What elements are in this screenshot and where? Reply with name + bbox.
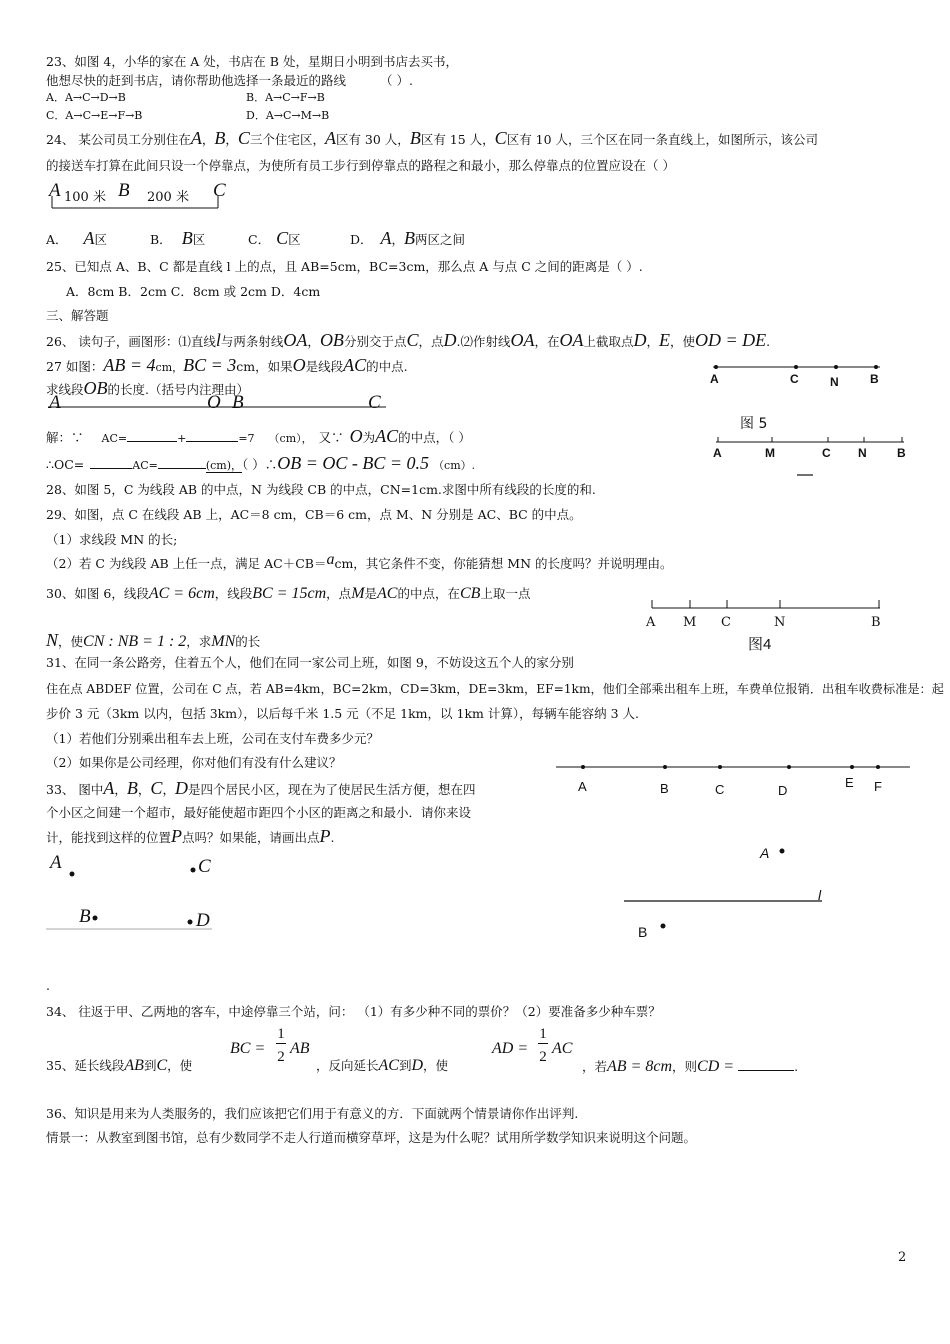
q27-fig-b: B xyxy=(232,392,244,413)
q24-var-a: A xyxy=(83,228,95,248)
q26-text: 分别交于点 xyxy=(343,334,407,349)
fig5-top-label-b: B xyxy=(870,372,879,386)
q26-var-e: E xyxy=(659,330,671,350)
q35-frac1-den: 2 xyxy=(277,1049,285,1065)
fig4-caption: 图4 xyxy=(748,636,772,653)
q27-unit: cm， xyxy=(155,361,184,374)
q27-plus: + xyxy=(177,432,187,445)
fig9-label-a: A xyxy=(578,779,587,794)
q35-text: 到 xyxy=(398,1058,412,1073)
fig5-top-label-c: C xyxy=(790,372,799,386)
q33-line3 xyxy=(46,828,335,846)
q33-fig-c: C xyxy=(198,856,211,877)
q26-var-oa: OA xyxy=(283,330,308,350)
q27-sol: AC= xyxy=(101,432,128,445)
q24-text: 区有 15 人， xyxy=(420,132,495,147)
q29-var-a: a xyxy=(326,551,335,568)
q35-ac-1: AC xyxy=(552,1040,573,1057)
q27-blank-1[interactable] xyxy=(127,429,177,442)
q30-line2 xyxy=(46,632,260,650)
q27-sol: ∴OC= xyxy=(46,457,85,472)
q23-line1: 23、如图 4，小华的家在 A 处，书店在 B 处，星期日小明到书店去买书， xyxy=(46,54,458,69)
q35-frac2-den: 2 xyxy=(539,1049,547,1065)
q35-text: ，则 xyxy=(672,1059,698,1074)
figl-dot-b xyxy=(661,924,666,929)
q29-text: cm，其它条件不变，你能猜想 MN 的长度吗？并说明理由。 xyxy=(334,556,673,571)
figl-label-b: B xyxy=(638,924,648,940)
q23-option-a: A．A→C→D→B xyxy=(46,91,126,104)
q27-line1 xyxy=(46,357,408,376)
q25-options: A．8cm B．2cm C．8cm 或 2cm D．4cm xyxy=(66,284,321,299)
q26-var-ob: OB xyxy=(319,330,344,350)
q31-line5: （2）如果你是公司经理，你对他们有没有什么建议？ xyxy=(46,755,342,770)
q24-text: 区有 30 人， xyxy=(335,132,410,147)
q30-var-mn: MN xyxy=(211,633,236,650)
q24-intro: 24、 某公司员工分别住在 xyxy=(46,132,191,147)
q30-var-ac: AC xyxy=(377,585,398,602)
q30-eq-ac: AC = 6cm xyxy=(148,585,215,602)
q24-var-b: B xyxy=(214,128,226,148)
fig9-label-c: C xyxy=(715,782,725,797)
q24-var-c: C xyxy=(276,228,289,248)
q27-unit: （cm）. xyxy=(433,459,476,472)
q30-text: 上取一点 xyxy=(480,586,531,601)
q33-var-p: P xyxy=(319,826,331,846)
q30-eq-bc: BC = 15cm xyxy=(252,585,327,602)
q27-var-ac: AC xyxy=(375,426,399,446)
q31-line2: 住在点 ABDEF 位置，公司在 C 点，若 AB=4km，BC=2km，CD=3km，DE=3km，EF=1km，他们全部乘出租车上班，车费单位报销．出租车收费标准是：起 xyxy=(46,682,944,696)
q33-dot-c xyxy=(191,868,196,873)
q30-var-m: M xyxy=(351,585,365,602)
q24-qu: 区 xyxy=(192,232,206,247)
q33-fig-d: D xyxy=(196,910,210,931)
q33-fig-b: B xyxy=(79,906,91,927)
q35-eq-ab: AB = 8cm xyxy=(607,1058,673,1075)
q27-sol: AC= xyxy=(132,459,158,472)
fig5-bottom-label-a: A xyxy=(713,446,722,460)
fig5-bottom-label-n: N xyxy=(858,446,867,460)
fig9-dot-f xyxy=(876,765,880,769)
q35-text: 35、延长线段 xyxy=(46,1058,125,1073)
q24-var-c: C xyxy=(237,128,250,148)
q27-text: 求线段 xyxy=(46,382,84,397)
q26-var-l: l xyxy=(215,330,221,350)
q24-var-b: B xyxy=(409,128,421,148)
q27-text: cm，如果 xyxy=(236,359,293,374)
fig5-bottom-label-b: B xyxy=(897,446,906,460)
q24-between: 两区之间 xyxy=(415,232,466,247)
q35-end: . xyxy=(794,1059,799,1074)
q33-var-p: P xyxy=(171,826,183,846)
q24-fig-d2: 200 米 xyxy=(147,190,189,205)
fig9-label-d: D xyxy=(778,783,788,798)
q24-option-d xyxy=(350,230,465,248)
q33-text: 33、 图中 xyxy=(46,782,104,797)
q35-var-d: D xyxy=(411,1057,424,1074)
fig4-label-a: A xyxy=(646,615,656,630)
q29-text: （2）若 C 为线段 AB 上任一点，满足 AC＋CB＝ xyxy=(46,556,327,571)
q24-var-b: B xyxy=(181,228,193,248)
q24-text: 三个住宅区， xyxy=(249,132,325,147)
page-number: 2 xyxy=(898,1250,907,1265)
q27-fig-c: C xyxy=(368,392,381,413)
q30-var-cb: CB xyxy=(460,585,481,602)
q26-var-d: D xyxy=(443,330,457,350)
q24-qu: 区 xyxy=(94,232,108,247)
q26-text: ，点 xyxy=(418,334,444,349)
q27-text: 的长度.（括号内注理由） xyxy=(107,382,249,397)
q24-fig-c: C xyxy=(213,180,226,201)
q35-text: ，若 xyxy=(582,1059,608,1074)
q27-var-o: O xyxy=(292,355,306,375)
q27-sol: 为 xyxy=(362,430,376,445)
q30-text: ，线段 xyxy=(214,586,253,601)
q24-var-b: B xyxy=(404,228,416,248)
q30-text: ，使 xyxy=(58,634,84,649)
q24-var-a: A xyxy=(380,228,392,248)
q24-var-c: C xyxy=(494,128,507,148)
q27-eq-ab: AB = 4 xyxy=(103,355,156,375)
q27-sol: 解：∵ xyxy=(46,430,84,445)
q28-line: 28、如图 5，C 为线段 AB 的中点，N 为线段 CB 的中点，CN=1cm.求图中所有线段的长度的和. xyxy=(46,482,596,497)
figl-label-l: l xyxy=(818,887,822,903)
q24-line1 xyxy=(46,130,818,148)
q24-sep: ， xyxy=(391,232,405,247)
q27-eq7: =7 xyxy=(238,432,255,445)
q30-ratio: CN : NB = 1 : 2 xyxy=(83,633,187,650)
fig5-top-dot-c xyxy=(794,365,798,369)
q26-text: ，在 xyxy=(534,334,560,349)
q26-text: .⑵作射线 xyxy=(456,334,511,349)
fig4-label-n: N xyxy=(774,615,786,630)
q35-bc-lhs: BC = xyxy=(230,1040,266,1057)
q35-ad-lhs: AD = xyxy=(492,1040,529,1057)
q33-line1: 33、 图中A，B，C，D是四个居民小区，现在为了使居民生活方便，想在四 xyxy=(46,778,476,798)
q30-line1 xyxy=(46,586,530,602)
q27-blank-3[interactable] xyxy=(90,456,132,469)
q24-opt-label: A． xyxy=(46,232,68,247)
q35-var-ac: AC xyxy=(378,1057,399,1074)
q27-therefore: ∴ xyxy=(264,457,278,472)
q35-frac1-num: 1 xyxy=(277,1026,285,1042)
q33-var-d: D xyxy=(174,778,188,798)
q35-frac2-num: 1 xyxy=(539,1026,547,1042)
fig9-dot-a xyxy=(581,765,585,769)
q26-var-oa: OA xyxy=(559,330,584,350)
q24-fig-a: A xyxy=(49,180,61,201)
fig5-top-dot-n xyxy=(834,365,838,369)
fig5-bottom-label-m: M xyxy=(765,446,775,460)
q27-result: OB = OC - BC = 0.5 xyxy=(277,453,430,473)
q33-fig-a: A xyxy=(50,852,62,873)
q30-text: 的中点，在 xyxy=(397,586,460,601)
q24-text: 区有 10 人，三个区在同一条直线上，如图所示，该公司 xyxy=(506,132,819,147)
q24-line2: 的接送车打算在此间只设一个停靠点，为使所有员工步行到停靠点的路程之和最小，那么停靠点的位置应设在（ ） xyxy=(46,158,675,173)
fig9-label-b: B xyxy=(660,781,669,796)
q35-text: ，使 xyxy=(167,1058,193,1073)
q23-option-b: B．A→C→F→B xyxy=(246,91,325,104)
q27-text: 是线段 xyxy=(305,359,344,374)
figl-dot-a xyxy=(780,849,785,854)
q27-fig-a: A xyxy=(49,392,61,413)
q33-var-c: C xyxy=(150,778,163,798)
q35-text: ，反向延长 xyxy=(316,1058,379,1073)
fig4-label-c: C xyxy=(721,615,731,630)
q24-opt-label: B． xyxy=(150,232,172,247)
q26-text: 26、 读句子，画图形：⑴直线 xyxy=(46,334,216,349)
q26-var-c: C xyxy=(406,330,419,350)
q35-var-c: C xyxy=(156,1057,168,1074)
q27-sol: 又∵ xyxy=(318,430,344,445)
q27-eq-bc: BC = 3 xyxy=(183,355,237,375)
q27-solution-2 xyxy=(46,455,475,474)
q24-sep: ， xyxy=(201,132,215,147)
q33-text: 计，能找到这样的位置 xyxy=(46,830,172,845)
q27-var-o: O xyxy=(349,426,363,446)
q31-line4: （1）若他们分别乘出租车去上班，公司在支付车费多少元？ xyxy=(46,731,379,746)
fig5-caption: 图 5 xyxy=(740,416,768,432)
q31-line1: 31、在同一条公路旁，住着五个人，他们在同一家公司上班，如图 9，不妨设这五个人的家分别 xyxy=(46,655,574,670)
q24-fig-d1: 100 米 xyxy=(64,190,106,205)
fig9-label-f: F xyxy=(874,779,882,794)
q26-var-d: D xyxy=(633,330,647,350)
q33-text: 是四个居民小区，现在为了使居民生活方便，想在四 xyxy=(187,782,476,797)
q35-ab-1: AB xyxy=(290,1040,310,1057)
fig5-bottom-label-c: C xyxy=(822,446,831,460)
q24-var-a: A xyxy=(190,128,202,148)
q29-line1: 29、如图，点 C 在线段 AB 上，AC＝8 cm，CB＝6 cm，点 M、N 分别是 AC、BC 的中点。 xyxy=(46,507,582,522)
q30-text: ，求 xyxy=(186,634,212,649)
fig5-top-dot-a xyxy=(714,365,718,369)
q24-option-a xyxy=(46,230,107,248)
q33-end: . xyxy=(330,830,335,845)
q26-text: 上截取点 xyxy=(583,334,634,349)
q30-text: 30、如图 6，线段 xyxy=(46,586,149,601)
q35-line-c xyxy=(582,1058,798,1075)
q26-end: . xyxy=(766,334,771,349)
q27-var-ob: OB xyxy=(83,378,108,398)
q27-solution-1 xyxy=(46,428,471,447)
q35-text: ，使 xyxy=(423,1058,449,1073)
fig5-top-label-a: A xyxy=(710,372,719,386)
q27-unit: （cm）， xyxy=(268,432,313,445)
q27-unit: (cm)， xyxy=(205,459,243,472)
q26-eq: OD = DE xyxy=(695,330,767,350)
q33-dot-b xyxy=(93,916,98,921)
q27-blank-2[interactable] xyxy=(186,429,238,442)
q26-text: ，使 xyxy=(670,334,696,349)
section-heading: 三、解答题 xyxy=(46,308,109,323)
fig9-label-e: E xyxy=(845,775,854,790)
q25-line1: 25、已知点 A、B、C 都是直线 l 上的点，且 AB=5cm，BC=3cm，那么点 A 与点 C 之间的距离是（ ）. xyxy=(46,259,643,274)
q23-option-c: C．A→C→E→F→B xyxy=(46,109,143,122)
q24-opt-label: D． xyxy=(350,232,373,247)
q35-var-ab: AB xyxy=(124,1057,144,1074)
q30-text: 的长 xyxy=(235,634,261,649)
q33-dot-a xyxy=(70,872,75,877)
q27-reason: （ ） xyxy=(242,457,265,472)
q24-opt-label: C． xyxy=(248,232,271,247)
fig5-top-label-n: N xyxy=(830,375,839,389)
q35-line-b xyxy=(316,1058,448,1074)
q27-text: 的中点. xyxy=(366,359,408,374)
q24-sep: ， xyxy=(225,132,238,147)
q30-text: ，点 xyxy=(326,586,352,601)
fig9-dot-c xyxy=(718,765,722,769)
q26-var-oa: OA xyxy=(510,330,535,350)
q24-option-c xyxy=(248,230,301,248)
q35-line xyxy=(46,1058,192,1074)
q33-line2: 个小区之间建一个超市，最好能使超市距四个小区的距离之和最小．请你来设 xyxy=(46,805,472,820)
q34-line: 34、 往返于甲、乙两地的客车，中途停靠三个站，问： （1）有多少种不同的票价？（2）要准备多少种车票？ xyxy=(46,1004,661,1019)
q33-text: 点吗？如果能，请画出点 xyxy=(182,830,320,845)
q23-answer-paren: （ ）. xyxy=(380,73,413,88)
stray-dot: . xyxy=(46,978,50,993)
q24-qu: 区 xyxy=(288,232,301,247)
fig5-top-dot-b xyxy=(874,365,878,369)
q30-var-n: N xyxy=(46,630,59,650)
q29-line2: （1）求线段 MN 的长; xyxy=(46,532,178,547)
figl-label-a: A xyxy=(760,845,770,861)
q23-stem: 他想尽快的赶到书店，请你帮助他选择一条最近的路线 xyxy=(46,73,347,88)
q26-line: 26、 读句子，画图形：⑴直线l与两条射线OA，OB分别交于点C，点D.⑵作射线OA，在OA上截取点D，E，使OD = DE. xyxy=(46,330,771,350)
q27-text: 27 如图： xyxy=(46,359,104,374)
q31-line3: 步价 3 元（3km 以内，包括 3km），以后每千米 1.5 元（不足 1km，以 1km 计算），每辆车能容纳 3 人. xyxy=(46,706,639,721)
q33-var-a: A xyxy=(103,778,115,798)
fig4-label-m: M xyxy=(683,615,697,630)
q27-fig-o: O xyxy=(207,392,221,413)
q27-blank-4[interactable] xyxy=(158,456,206,469)
q24-option-b xyxy=(150,230,205,248)
q23-line2 xyxy=(46,73,413,89)
q23-option-d: D．A→C→M→B xyxy=(246,109,330,122)
q35-eq-cd: CD = xyxy=(697,1058,735,1075)
fig9-dot-d xyxy=(787,765,791,769)
q36-line2: 情景一：从教室到图书馆，总有少数同学不走人行道而横穿草坪，这是为什么呢？试用所学数学知识来说明这个问题。 xyxy=(46,1130,697,1145)
q33-var-b: B xyxy=(126,778,138,798)
q33-dot-d xyxy=(188,920,193,925)
q29-line3 xyxy=(46,551,673,572)
fig9-dot-e xyxy=(850,765,854,769)
q24-var-a: A xyxy=(324,128,336,148)
q35-text: 到 xyxy=(143,1058,157,1073)
q27-var-ac: AC xyxy=(343,355,367,375)
q24-fig-b: B xyxy=(118,180,130,201)
q26-text: 与两条射线 xyxy=(220,334,284,349)
q36-line1: 36、知识是用来为人类服务的，我们应该把它们用于有意义的方．下面就两个情景请你作出评判. xyxy=(46,1106,579,1121)
q27-sol: 的中点，（ ） xyxy=(398,430,471,445)
fig9-dot-b xyxy=(663,765,667,769)
q35-answer-blank[interactable] xyxy=(738,1058,794,1071)
q30-text: 是 xyxy=(364,586,378,601)
fig4-label-b: B xyxy=(871,615,881,630)
